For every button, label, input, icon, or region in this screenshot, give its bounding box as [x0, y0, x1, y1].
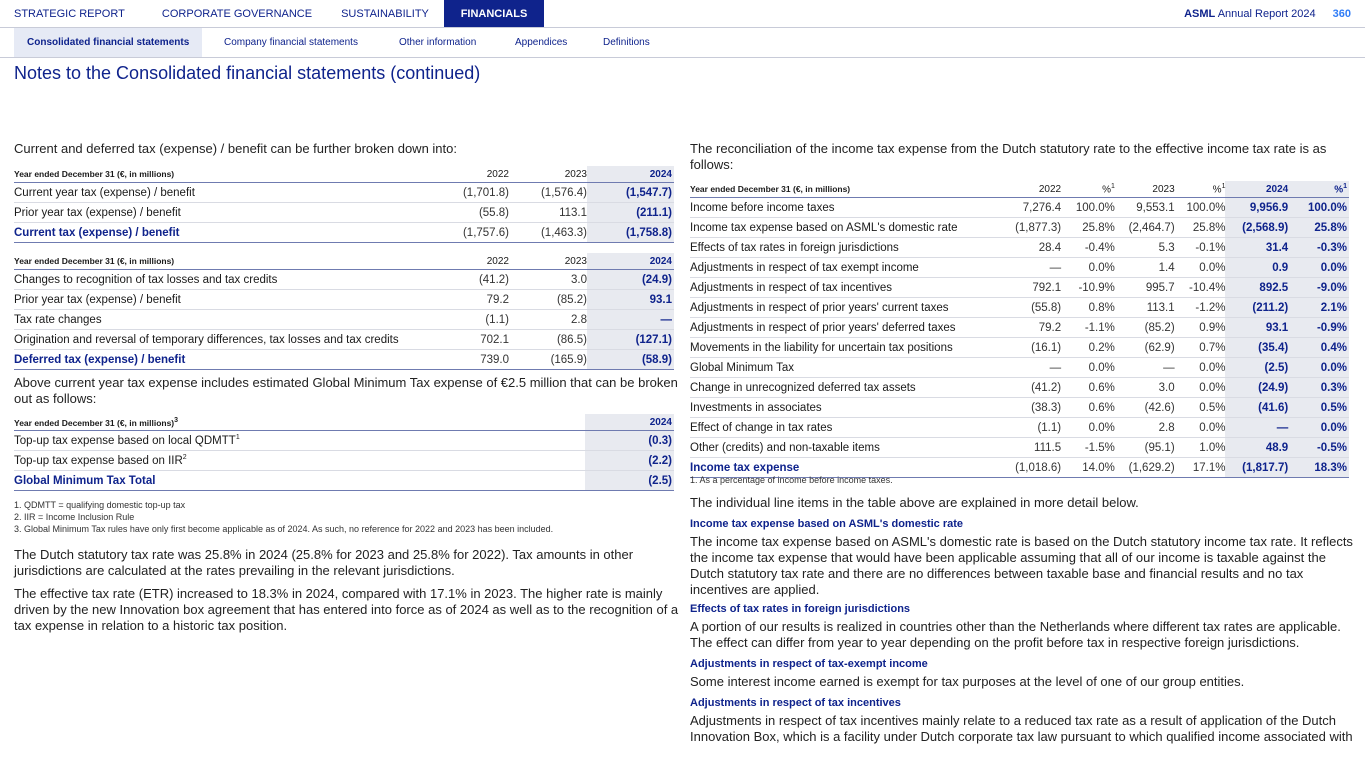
header-label-text: Year ended December 31 (€, in millions)	[14, 417, 175, 428]
cell-2023: (86.5)	[509, 330, 587, 350]
cell-2022: (1,877.3)	[1005, 218, 1061, 238]
pct-symbol: %	[1102, 184, 1111, 196]
cell-2023-pct: 0.0%	[1175, 418, 1226, 438]
cell-2023: (85.2)	[1115, 318, 1175, 338]
section-heading: Adjustments in respect of tax-exempt income	[690, 658, 928, 670]
cell-2023-pct: 1.0%	[1175, 438, 1226, 458]
cell-2022: 739.0	[454, 350, 509, 370]
table-row	[14, 431, 674, 451]
cell-2023: 9,553.1	[1115, 198, 1175, 218]
cell-2023-pct: -0.1%	[1175, 238, 1226, 258]
cell-2023-pct: 0.7%	[1175, 338, 1226, 358]
table-total-row	[14, 350, 674, 370]
row-label: Income tax expense based on ASML's domestic rate	[690, 218, 1005, 238]
table-row	[690, 338, 1349, 358]
cell-2024: —	[1225, 418, 1290, 438]
table-row	[690, 318, 1349, 338]
cell-2022: (1,757.6)	[454, 223, 509, 243]
cell-2022: 79.2	[454, 290, 509, 310]
table-row	[14, 451, 674, 471]
total-label: Global Minimum Tax Total	[14, 471, 585, 491]
cell-2022: (55.8)	[1005, 298, 1061, 318]
cell-2024-pct: 100.0%	[1290, 198, 1349, 218]
cell-2023: (85.2)	[509, 290, 587, 310]
cell-2024: (1,817.7)	[1225, 458, 1290, 478]
tab-financials[interactable]: FINANCIALS	[444, 0, 544, 27]
report-brand	[1184, 0, 1351, 27]
cell-2022-pct: 0.8%	[1061, 298, 1115, 318]
table-header-2023: 2023	[1115, 181, 1175, 198]
cell-2024-pct: 0.0%	[1290, 258, 1349, 278]
table-row	[690, 258, 1349, 278]
footnote: 2. IIR = Income Inclusion Rule	[14, 512, 135, 522]
cell-2022: (1.1)	[1005, 418, 1061, 438]
footnote: 1. QDMTT = qualifying domestic top-up tax	[14, 500, 186, 510]
cell-2024-pct: 0.5%	[1290, 398, 1349, 418]
footnote-marker: 1	[235, 434, 240, 442]
table-row	[690, 198, 1349, 218]
cell-2023: 113.1	[1115, 298, 1175, 318]
cell-2022: (1,701.8)	[454, 183, 509, 203]
cell-2022: (41.2)	[454, 270, 509, 290]
brand-name: ASML	[1184, 8, 1216, 20]
cell-2022-pct: 0.6%	[1061, 378, 1115, 398]
cell-2024-pct: 25.8%	[1290, 218, 1349, 238]
cell-2022-pct: 14.0%	[1061, 458, 1115, 478]
cell-2023: (1,463.3)	[509, 223, 587, 243]
cell-2022: —	[1005, 258, 1061, 278]
table-row	[690, 378, 1349, 398]
cell-2024: 93.1	[587, 290, 674, 310]
section-text: Adjustments in respect of tax incentives mainly relate to a reduced tax rate as a result of application of the Dutch Innovation Box, which is a facility under Dutch corporate tax law pursuant to which qualified income associated with	[690, 713, 1353, 744]
row-label: Prior year tax (expense) / benefit	[14, 290, 454, 310]
cell-2024: (2,568.9)	[1225, 218, 1290, 238]
row-label: Effects of tax rates in foreign jurisdictions	[690, 238, 1005, 258]
cell-2022-pct: -1.5%	[1061, 438, 1115, 458]
cell-2023-pct: 0.5%	[1175, 398, 1226, 418]
table-row	[690, 398, 1349, 418]
row-label: Adjustments in respect of tax exempt income	[690, 258, 1005, 278]
table-row	[14, 310, 674, 330]
cell-2024: 892.5	[1225, 278, 1290, 298]
cell-2022: (38.3)	[1005, 398, 1061, 418]
cell-2024: (211.1)	[587, 203, 674, 223]
table-row	[690, 438, 1349, 458]
cell-2022: (55.8)	[454, 203, 509, 223]
cell-2022-pct: 25.8%	[1061, 218, 1115, 238]
row-label	[14, 451, 585, 471]
cell-2022-pct: 100.0%	[1061, 198, 1115, 218]
total-label: Current tax (expense) / benefit	[14, 223, 454, 243]
page-number: 360	[1332, 8, 1351, 20]
cell-2024: 48.9	[1225, 438, 1290, 458]
cell-2023: (1,629.2)	[1115, 458, 1175, 478]
section-heading: Adjustments in respect of tax incentives	[690, 697, 901, 709]
cell-2022: (16.1)	[1005, 338, 1061, 358]
row-label: Effect of change in tax rates	[690, 418, 1005, 438]
cell-2023-pct: 100.0%	[1175, 198, 1226, 218]
statutory-rate-paragraph: The Dutch statutory tax rate was 25.8% in 2024 (25.8% for 2023 and 25.8% for 2022). Tax amounts in other jurisdictions are calculated at the rates prevailing in the relevant jurisdictions.	[14, 547, 634, 578]
table-row	[690, 358, 1349, 378]
table-header-2022: 2022	[454, 253, 509, 270]
cell-2024-pct: 2.1%	[1290, 298, 1349, 318]
section-heading: Effects of tax rates in foreign jurisdictions	[690, 603, 911, 615]
footnote-marker: 1	[1343, 182, 1347, 190]
row-label: Origination and reversal of temporary differences, tax losses and tax credits	[14, 330, 454, 350]
cell-2022-pct: -0.4%	[1061, 238, 1115, 258]
cell-2024: (1,758.8)	[587, 223, 674, 243]
cell-2024-pct: -9.0%	[1290, 278, 1349, 298]
cell-2022-pct: 0.0%	[1061, 258, 1115, 278]
global-minimum-tax-table	[14, 414, 674, 491]
footnote-marker: 3	[174, 416, 179, 424]
section-heading: Income tax expense based on ASML's domestic rate	[690, 518, 964, 530]
cell-2023: 995.7	[1115, 278, 1175, 298]
cell-2023: (95.1)	[1115, 438, 1175, 458]
cell-2022-pct: 0.0%	[1061, 358, 1115, 378]
row-label: Global Minimum Tax	[690, 358, 1005, 378]
cell-2022: (41.2)	[1005, 378, 1061, 398]
cell-2022-pct: -1.1%	[1061, 318, 1115, 338]
row-label: Adjustments in respect of tax incentives	[690, 278, 1005, 298]
cell-2024-pct: -0.3%	[1290, 238, 1349, 258]
cell-2023: 2.8	[1115, 418, 1175, 438]
sub-navigation	[0, 28, 1365, 58]
tab-strategic-report[interactable]: STRATEGIC REPORT	[14, 8, 125, 20]
section-text: The income tax expense based on ASML's domestic rate is based on the Dutch statutory income tax rate. It reflects the income tax expense that would have been applicable assuming that all of our income is taxable against the Dutch statutory tax rate and there are no differences between taxable base and financial results and no tax incentives are applied.	[690, 534, 1353, 597]
table-header-2022: 2022	[454, 166, 509, 183]
table-header-label	[14, 414, 585, 431]
page-title: Notes to the Consolidated financial statements (continued)	[14, 63, 481, 83]
cell-2022-pct: -10.9%	[1061, 278, 1115, 298]
cell-2024: (35.4)	[1225, 338, 1290, 358]
cell-2023-pct: 25.8%	[1175, 218, 1226, 238]
cell-2022: 702.1	[454, 330, 509, 350]
row-label: Investments in associates	[690, 398, 1005, 418]
cell-2023: 5.3	[1115, 238, 1175, 258]
etr-paragraph: The effective tax rate (ETR) increased to 18.3% in 2024, compared with 17.1% in 2023. The higher rate is mainly driven by the new Innovation box agreement that has entered into force as of 2024 as well as to the recognition of a tax expense in relation to a historic tax position.	[14, 586, 679, 633]
cell-2023-pct: 0.0%	[1175, 358, 1226, 378]
table-row	[14, 330, 674, 350]
table-header-2024: 2024	[1225, 181, 1290, 198]
cell-2024: —	[587, 310, 674, 330]
table-row	[14, 203, 674, 223]
right-footnote: 1. As a percentage of income before income taxes.	[690, 475, 893, 485]
table-header-label: Year ended December 31 (€, in millions)	[14, 166, 454, 183]
cell-2024: 0.9	[1225, 258, 1290, 278]
cell-2022: (1,018.6)	[1005, 458, 1061, 478]
cell-2023-pct: 0.0%	[1175, 258, 1226, 278]
cell-2022: —	[1005, 358, 1061, 378]
table-header-2022: 2022	[1005, 181, 1061, 198]
subtab-definitions[interactable]: Definitions	[603, 37, 650, 48]
cell-2023: 3.0	[1115, 378, 1175, 398]
cell-2023: 3.0	[509, 270, 587, 290]
cell-2022: 792.1	[1005, 278, 1061, 298]
cell-2023: 1.4	[1115, 258, 1175, 278]
cell-2023: 113.1	[509, 203, 587, 223]
cell-2024-pct: 18.3%	[1290, 458, 1349, 478]
total-label: Income tax expense	[690, 458, 1005, 478]
row-label: Change in unrecognized deferred tax assets	[690, 378, 1005, 398]
tab-corporate-governance[interactable]: CORPORATE GOVERNANCE	[161, 8, 313, 20]
table-header-label: Year ended December 31 (€, in millions)	[14, 253, 454, 270]
table-row	[690, 298, 1349, 318]
cell-2023-pct: 0.0%	[1175, 378, 1226, 398]
cell-2023: (62.9)	[1115, 338, 1175, 358]
cell-2023: (42.6)	[1115, 398, 1175, 418]
row-label: Adjustments in respect of prior years' deferred taxes	[690, 318, 1005, 338]
table-total-row	[14, 223, 674, 243]
gmt-intro: Above current year tax expense includes estimated Global Minimum Tax expense of €2.5 million that can be broken out as follows:	[14, 375, 678, 406]
cell-2023: (1,576.4)	[509, 183, 587, 203]
deferred-tax-table	[14, 253, 674, 370]
row-label: Changes to recognition of tax losses and tax credits	[14, 270, 454, 290]
table-row	[690, 278, 1349, 298]
cell-2024: 93.1	[1225, 318, 1290, 338]
cell-2022-pct: 0.6%	[1061, 398, 1115, 418]
cell-2023-pct: 17.1%	[1175, 458, 1226, 478]
cell-2024-pct: 0.0%	[1290, 358, 1349, 378]
subtab-company-statements[interactable]: Company financial statements	[224, 37, 358, 48]
section-text: Some interest income earned is exempt for tax purposes at the level of one of our group entities.	[690, 674, 1245, 689]
cell-2024-pct: -0.5%	[1290, 438, 1349, 458]
cell-2024: (2.5)	[585, 471, 674, 491]
cell-2022: 28.4	[1005, 238, 1061, 258]
row-label: Prior year tax (expense) / benefit	[14, 203, 454, 223]
subtab-appendices[interactable]: Appendices	[515, 37, 568, 48]
table-row	[690, 418, 1349, 438]
footnote-marker: 1	[1221, 182, 1226, 190]
pct-symbol: %	[1212, 184, 1222, 196]
right-intro: The reconciliation of the income tax expense from the Dutch statutory rate to the effective income tax rate is as follows:	[690, 141, 1327, 172]
row-label: Income before income taxes	[690, 198, 1005, 218]
footnote-marker: 2	[182, 454, 187, 462]
table-row	[690, 238, 1349, 258]
cell-2023: 2.8	[509, 310, 587, 330]
cell-2024: 9,956.9	[1225, 198, 1290, 218]
cell-2024: (24.9)	[1225, 378, 1290, 398]
table-row	[14, 290, 674, 310]
cell-2023-pct: -1.2%	[1175, 298, 1226, 318]
report-name: Annual Report 2024	[1217, 8, 1316, 20]
cell-2024-pct: 0.4%	[1290, 338, 1349, 358]
top-navigation	[0, 0, 1365, 28]
cell-2022-pct: 0.0%	[1061, 418, 1115, 438]
cell-2024: (41.6)	[1225, 398, 1290, 418]
table-header-pct	[1290, 181, 1349, 198]
explain-paragraph: The individual line items in the table above are explained in more detail below.	[690, 495, 1139, 510]
left-intro: Current and deferred tax (expense) / benefit can be further broken down into:	[14, 141, 457, 156]
row-label-text: Top-up tax expense based on IIR	[14, 454, 183, 467]
cell-2024: (58.9)	[587, 350, 674, 370]
table-header-label: Year ended December 31 (€, in millions)	[690, 181, 1005, 198]
cell-2024: (2.2)	[585, 451, 674, 471]
subtab-consolidated-statements[interactable]: Consolidated financial statements	[14, 28, 202, 57]
current-tax-table	[14, 166, 674, 243]
cell-2022: 7,276.4	[1005, 198, 1061, 218]
cell-2024: (0.3)	[585, 431, 674, 451]
cell-2022-pct: 0.2%	[1061, 338, 1115, 358]
cell-2023: (2,464.7)	[1115, 218, 1175, 238]
tax-reconciliation-table	[690, 181, 1349, 478]
section-text: A portion of our results is realized in countries other than the Netherlands where different tax rates are applicable. The effect can differ from year to year depending on the profit before tax in respective foreign jurisdictions.	[690, 619, 1341, 650]
left-footnotes	[14, 499, 674, 535]
tab-sustainability[interactable]: SUSTAINABILITY	[341, 8, 429, 20]
footnote: 3. Global Minimum Tax rules have only first become applicable as of 2024. As such, no reference for 2022 and 2023 has been included.	[14, 524, 554, 534]
table-row	[14, 270, 674, 290]
cell-2022: (1.1)	[454, 310, 509, 330]
total-label: Deferred tax (expense) / benefit	[14, 350, 454, 370]
footnote-marker: 1	[1110, 182, 1115, 190]
cell-2024: (127.1)	[587, 330, 674, 350]
table-header-pct	[1175, 181, 1226, 198]
cell-2023-pct: 0.9%	[1175, 318, 1226, 338]
cell-2022: 111.5	[1005, 438, 1061, 458]
cell-2024-pct: -0.9%	[1290, 318, 1349, 338]
table-header-pct	[1061, 181, 1115, 198]
cell-2024: (1,547.7)	[587, 183, 674, 203]
row-label: Current year tax (expense) / benefit	[14, 183, 454, 203]
cell-2022: 79.2	[1005, 318, 1061, 338]
table-total-row	[14, 471, 674, 491]
row-label: Tax rate changes	[14, 310, 454, 330]
table-header-2024: 2024	[587, 166, 674, 183]
cell-2023-pct: -10.4%	[1175, 278, 1226, 298]
row-label-text: Top-up tax expense based on local QDMTT	[14, 434, 236, 447]
reconciliation-rows	[690, 198, 1349, 458]
table-header-2024: 2024	[587, 253, 674, 270]
table-row	[14, 183, 674, 203]
cell-2024: (211.2)	[1225, 298, 1290, 318]
cell-2023: —	[1115, 358, 1175, 378]
cell-2024: (2.5)	[1225, 358, 1290, 378]
cell-2023: (165.9)	[509, 350, 587, 370]
table-header-2023: 2023	[509, 166, 587, 183]
subtab-other-information[interactable]: Other information	[399, 37, 477, 48]
row-label: Movements in the liability for uncertain tax positions	[690, 338, 1005, 358]
cell-2024-pct: 0.3%	[1290, 378, 1349, 398]
cell-2024: 31.4	[1225, 238, 1290, 258]
row-label: Other (credits) and non-taxable items	[690, 438, 1005, 458]
row-label: Adjustments in respect of prior years' current taxes	[690, 298, 1005, 318]
cell-2024-pct: 0.0%	[1290, 418, 1349, 438]
table-header-2023: 2023	[509, 253, 587, 270]
table-row	[690, 218, 1349, 238]
cell-2024: (24.9)	[587, 270, 674, 290]
row-label	[14, 431, 585, 451]
table-header-2024: 2024	[585, 414, 674, 431]
pct-symbol: %	[1334, 184, 1344, 196]
